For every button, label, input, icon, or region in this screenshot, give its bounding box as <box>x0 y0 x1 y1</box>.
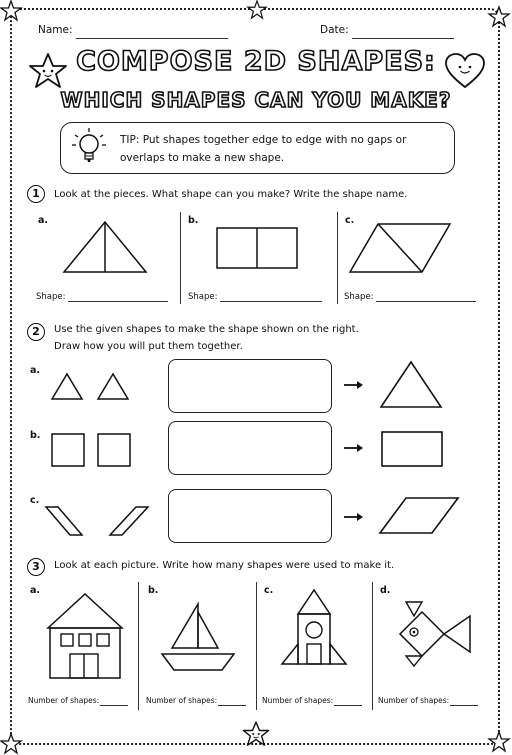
s2-row-c-letter: c. <box>30 495 40 506</box>
heart-icon <box>444 52 486 90</box>
arrow-right-icon <box>344 512 364 522</box>
s1-item-a-shape-label: Shape: <box>36 292 66 302</box>
s3-item-a-count-label: Number of shapes: <box>28 696 100 705</box>
s3-item-a-count-field[interactable] <box>100 695 128 706</box>
s2-row-a-letter: a. <box>30 365 41 376</box>
s3-item-b-letter: b. <box>148 585 159 596</box>
small-squares-pieces <box>50 432 134 468</box>
corner-star-icon <box>246 0 268 20</box>
s1-item-c-shape-label: Shape: <box>344 292 374 302</box>
s2-row-c-drawing-box[interactable] <box>168 489 332 543</box>
section-3-question: Look at each picture. Write how many shapes were used to make it. <box>54 560 395 571</box>
section-2-number: 2 <box>27 323 45 341</box>
two-squares-shape <box>215 226 299 270</box>
divider <box>138 582 139 710</box>
tip-text: TIP: Put shapes together edge to edge with no gaps or overlaps to make a new shape. <box>120 134 407 164</box>
s3-item-d-count-field[interactable] <box>450 695 478 706</box>
target-parallelogram-shape <box>378 496 460 536</box>
s3-item-d-letter: d. <box>380 585 391 596</box>
corner-star-icon <box>0 733 22 755</box>
triangle-two-pieces-shape <box>60 220 150 275</box>
corner-star-icon <box>488 731 510 753</box>
arrow-right-icon <box>344 380 364 390</box>
rocket-picture <box>278 588 350 678</box>
s3-item-c-count-label: Number of shapes: <box>262 696 334 705</box>
s3-item-b-count-field[interactable] <box>218 695 246 706</box>
divider <box>256 582 257 710</box>
small-triangles-pieces <box>50 372 134 402</box>
parallelogram-two-triangles-shape <box>348 222 452 274</box>
date-field[interactable] <box>352 26 454 39</box>
corner-star-icon <box>488 6 510 28</box>
sailboat-picture <box>158 602 238 674</box>
target-triangle-shape <box>378 360 444 410</box>
s1-item-a-shape-field[interactable] <box>68 290 168 302</box>
section-2-question-line2: Draw how you will put them together. <box>54 341 243 352</box>
s2-row-b-letter: b. <box>30 430 41 441</box>
page-title: COMPOSE 2D SHAPES: <box>76 46 436 77</box>
corner-star-icon <box>0 0 22 22</box>
divider <box>337 212 338 304</box>
s3-item-c-letter: c. <box>264 585 274 596</box>
arrow-right-icon <box>344 443 364 453</box>
small-parallelograms-pieces <box>44 505 150 537</box>
star-icon <box>28 52 68 90</box>
divider <box>372 582 373 710</box>
section-1-question: Look at the pieces. What shape can you make? Write the shape name. <box>54 189 408 200</box>
s1-item-c-shape-field[interactable] <box>376 290 476 302</box>
section-1-number: 1 <box>27 185 45 203</box>
s1-item-a-letter: a. <box>38 215 49 226</box>
s1-item-b-shape-field[interactable] <box>220 290 322 302</box>
section-3-number: 3 <box>27 558 45 576</box>
page-subtitle: WHICH SHAPES CAN YOU MAKE? <box>60 88 452 112</box>
name-label: Name: <box>38 24 73 36</box>
s2-row-a-drawing-box[interactable] <box>168 359 332 413</box>
s1-item-b-letter: b. <box>188 215 199 226</box>
target-rectangle-shape <box>380 430 444 468</box>
lightbulb-icon <box>68 126 110 170</box>
s3-item-d-count-label: Number of shapes: <box>378 696 450 705</box>
s2-row-b-drawing-box[interactable] <box>168 421 332 475</box>
star-icon <box>242 720 270 748</box>
s1-item-b-shape-label: Shape: <box>188 292 218 302</box>
s1-item-c-letter: c. <box>345 215 355 226</box>
s3-item-a-letter: a. <box>30 585 41 596</box>
section-2-question-line1: Use the given shapes to make the shape shown on the right. <box>54 324 359 335</box>
house-picture <box>44 592 126 682</box>
fish-picture <box>386 598 474 668</box>
name-field[interactable] <box>76 26 228 39</box>
date-label: Date: <box>320 24 349 36</box>
s3-item-c-count-field[interactable] <box>334 695 362 706</box>
s3-item-b-count-label: Number of shapes: <box>146 696 218 705</box>
divider <box>180 212 181 304</box>
